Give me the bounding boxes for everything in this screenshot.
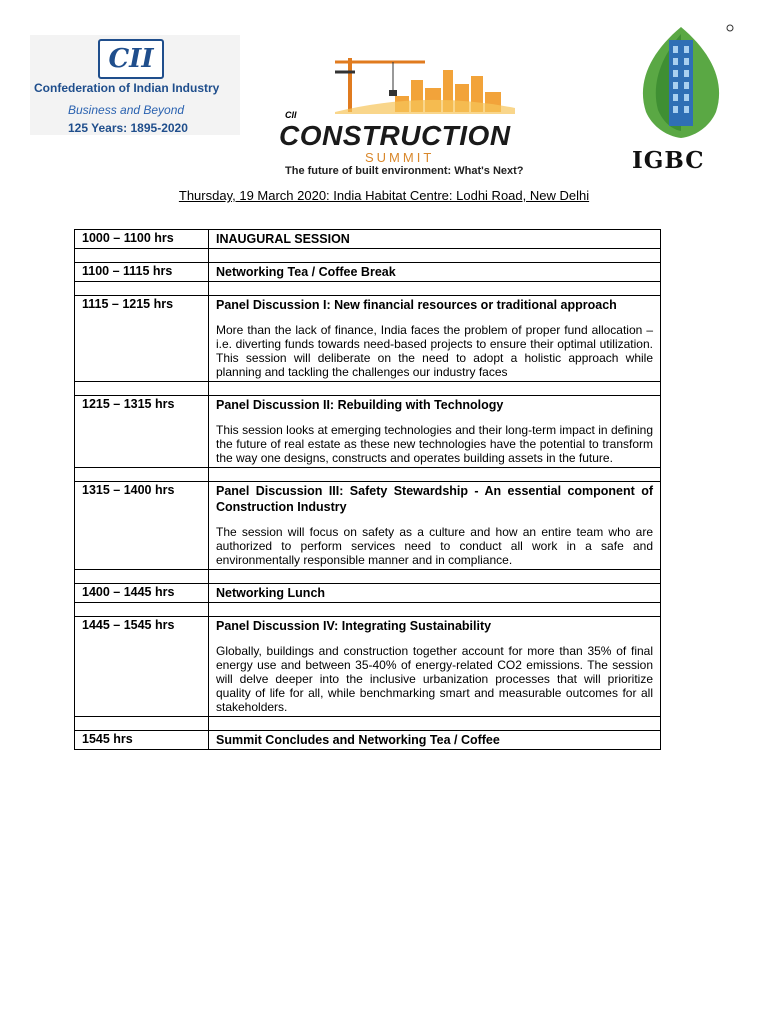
session-description: More than the lack of finance, India faces the problem of proper fund allocation – i.e. diverting funds towards need-based projects to ensure their optimal utilization. This session will deliberate on the need to adopt a holistic approach while planning and tackling the challenges our industry faces (216, 323, 653, 379)
session-time: 1400 – 1445 hrs (75, 584, 209, 603)
spacer-row (75, 282, 661, 296)
session-description: The session will focus on safety as a culture and how an entire team who are authorized to perform services need to conduct all work in a safe and environmentally responsible manner and in compliance. (216, 525, 653, 567)
session-time: 1100 – 1115 hrs (75, 263, 209, 282)
session-title: Networking Lunch (216, 586, 326, 600)
session-cell (209, 731, 661, 750)
spacer-cell (75, 282, 209, 296)
session-cell (209, 296, 661, 382)
cii-name: Confederation of Indian Industry (34, 81, 220, 95)
summit-tagline: The future of built environment: What's Next? (285, 165, 524, 177)
spacer-cell (75, 570, 209, 584)
session-title: Panel Discussion I: New financial resources or traditional approach (216, 298, 617, 312)
spacer-row (75, 603, 661, 617)
session-time: 1315 – 1400 hrs (75, 482, 209, 570)
spacer-cell (75, 382, 209, 396)
spacer-row (75, 570, 661, 584)
spacer-cell (209, 603, 661, 617)
green-building-leaf-icon (626, 22, 736, 142)
summit-title: CONSTRUCTION (279, 120, 511, 151)
spacer-row (75, 382, 661, 396)
session-cell (209, 396, 661, 468)
schedule-row (75, 584, 661, 603)
session-cell (209, 617, 661, 717)
cii-logo (30, 35, 240, 135)
session-title: Panel Discussion II: Rebuilding with Technology (216, 398, 504, 412)
spacer-cell (75, 603, 209, 617)
session-time: 1000 – 1100 hrs (75, 230, 209, 249)
session-title: INAUGURAL SESSION (216, 232, 350, 246)
session-time: 1115 – 1215 hrs (75, 296, 209, 382)
spacer-row (75, 717, 661, 731)
session-time: 1545 hrs (75, 731, 209, 750)
schedule-row (75, 396, 661, 468)
schedule-table (74, 229, 661, 750)
igbc-name: IGBC (632, 147, 705, 174)
session-title: Networking Tea / Coffee Break (216, 265, 396, 279)
page-header (0, 0, 768, 185)
spacer-cell (209, 249, 661, 263)
spacer-cell (209, 468, 661, 482)
session-cell (209, 263, 661, 282)
spacer-row (75, 468, 661, 482)
spacer-cell (75, 249, 209, 263)
schedule-row (75, 731, 661, 750)
spacer-cell (209, 717, 661, 731)
schedule-row (75, 263, 661, 282)
spacer-cell (75, 468, 209, 482)
skyline-crane-icon (275, 50, 550, 120)
summit-subtitle: SUMMIT (365, 150, 435, 165)
session-description: This session looks at emerging technologies and their long-term impact in defining the future of real estate as these new technologies have the potential to transform the way one designs, constructs and operates building assets in the future. (216, 423, 653, 465)
session-time: 1215 – 1315 hrs (75, 396, 209, 468)
session-title: Summit Concludes and Networking Tea / Coffee (216, 733, 500, 747)
schedule-row (75, 230, 661, 249)
cii-years: 125 Years: 1895-2020 (68, 121, 188, 135)
spacer-cell (209, 382, 661, 396)
schedule-row (75, 617, 661, 717)
cii-mark: CII (98, 39, 164, 79)
event-date-venue: Thursday, 19 March 2020: India Habitat Centre: Lodhi Road, New Delhi (178, 188, 590, 203)
session-cell (209, 482, 661, 570)
session-description: Globally, buildings and construction together account for more than 35% of final energy use and between 35-40% of energy-related CO2 emissions. The session will delve deeper into the inclusive urbanization processes that will prioritize quality of life for all, while benchmarking smart and measurable outcomes for all stakeholders. (216, 644, 653, 714)
cii-tagline: Business and Beyond (68, 103, 185, 117)
spacer-row (75, 249, 661, 263)
session-title: Panel Discussion IV: Integrating Sustainability (216, 619, 492, 633)
igbc-logo (626, 22, 736, 177)
schedule-row (75, 482, 661, 570)
spacer-cell (209, 570, 661, 584)
session-cell (209, 230, 661, 249)
construction-summit-logo (275, 50, 550, 182)
spacer-cell (209, 282, 661, 296)
spacer-cell (75, 717, 209, 731)
session-time: 1445 – 1545 hrs (75, 617, 209, 717)
schedule-row (75, 296, 661, 382)
summit-cii-prefix: CII (285, 110, 297, 120)
session-cell (209, 584, 661, 603)
session-title: Panel Discussion III: Safety Stewardship - An essential component of Construction Industry (216, 484, 653, 514)
